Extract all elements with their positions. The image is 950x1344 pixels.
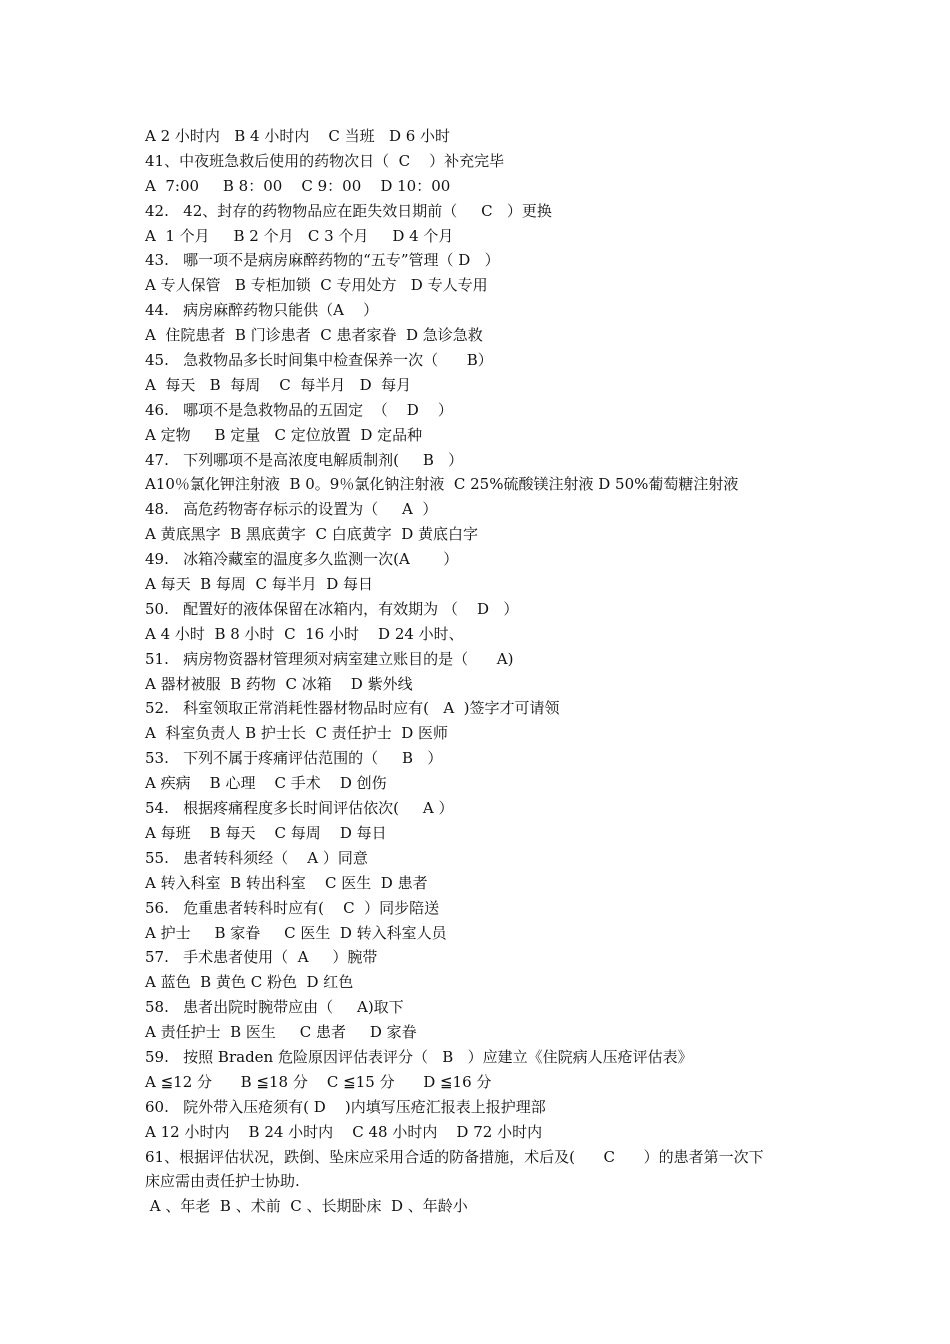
- text-line: 50. 配置好的液体保留在冰箱内，有效期为 （ D ）: [145, 599, 519, 618]
- text-line: 51. 病房物资器材管理须对病室建立账目的是（ A): [145, 649, 514, 668]
- text-line: 床应需由责任护士协助.: [145, 1172, 300, 1191]
- text-line: 58. 患者出院时腕带应由（ A)取下: [145, 998, 404, 1017]
- text-line: A 住院患者 B 门诊患者 C 患者家眷 D 急诊急救: [145, 326, 483, 345]
- text-line: 54. 根据疼痛程度多长时间评估依次( A ）: [145, 799, 454, 818]
- text-line: A 责任护士 B 医生 C 患者 D 家眷: [145, 1023, 417, 1042]
- text-line: 60. 院外带入压疮须有( D )内填写压疮汇报表上报护理部: [145, 1097, 546, 1116]
- text-line: 53. 下列不属于疼痛评估范围的（ B ）: [145, 749, 443, 768]
- text-line: 57. 手术患者使用（ A ）腕带: [145, 948, 378, 967]
- text-line: 46. 哪项不是急救物品的五固定 （ D ）: [145, 400, 453, 419]
- text-line: A 黄底黑字 B 黑底黄字 C 白底黄字 D 黄底白字: [145, 525, 479, 544]
- text-line: A 专人保管 B 专柜加锁 C 专用处方 D 专人专用: [145, 276, 488, 295]
- text-line: 43. 哪一项不是病房麻醉药物的“五专”管理（ D ）: [145, 251, 500, 270]
- text-line: A 12 小时内 B 24 小时内 C 48 小时内 D 72 小时内: [145, 1122, 543, 1141]
- text-line: 52. 科室领取正常消耗性器材物品时应有( A )签字才可请领: [145, 699, 560, 718]
- text-line: A 2 小时内 B 4 小时内 C 当班 D 6 小时: [145, 127, 451, 145]
- text-line: 56. 危重患者转科时应有( C ）同步陪送: [145, 898, 440, 917]
- text-line: A 转入科室 B 转出科室 C 医生 D 患者: [145, 873, 428, 892]
- text-line: 41、中夜班急救后使用的药物次日（ C ）补充完毕: [145, 151, 505, 170]
- text-line: 44. 病房麻醉药物只能供（A ）: [145, 301, 379, 320]
- text-line: A 定物 B 定量 C 定位放置 D 定品种: [145, 425, 423, 444]
- text-line: 55. 患者转科须经（ A ）同意: [145, 848, 368, 867]
- text-line: A 每天 B 每周 C 每半月 D 每日: [145, 575, 374, 594]
- text-line: 42. 42、封存的药物物品应在距失效日期前（ C ）更换: [145, 201, 552, 220]
- text-line: A 、年老 B 、术前 C 、长期卧床 D 、年龄小: [145, 1197, 468, 1216]
- text-line: A 器材被服 B 药物 C 冰箱 D 紫外线: [145, 674, 413, 693]
- text-line: A 每天 B 每周 C 每半月 D 每月: [145, 375, 412, 394]
- text-line: A 1 个月 B 2 个月 C 3 个月 D 4 个月: [145, 226, 454, 245]
- text-line: A 每班 B 每天 C 每周 D 每日: [145, 823, 387, 842]
- text-line: 47. 下列哪项不是高浓度电解质制剂( B ）: [145, 450, 464, 469]
- text-line: A 4 小时 B 8 小时 C 16 小时 D 24 小时、: [145, 624, 464, 643]
- text-line: A 疾病 B 心理 C 手术 D 创伤: [145, 774, 387, 793]
- text-line: A ≦12 分 B ≦18 分 C ≦15 分 D ≦16 分: [145, 1072, 492, 1091]
- text-line: 59. 按照 Braden 危险原因评估表评分（ B ）应建立《住院病人压疮评估表》: [145, 1047, 693, 1066]
- text-line: 49. 冰箱冷藏室的温度多久监测一次(A ）: [145, 550, 459, 569]
- text-line: A 7:00 B 8：00 C 9：00 D 10：00: [145, 176, 451, 195]
- text-line: 61、根据评估状况，跌倒、坠床应采用合适的防备措施，术后及( C ）的患者第一次下: [145, 1147, 764, 1166]
- text-line: 45. 急救物品多长时间集中检查保养一次（ B）: [145, 351, 493, 370]
- document-body: [145, 124, 815, 1219]
- text-line: A 护士 B 家眷 C 医生 D 转入科室人员: [145, 923, 447, 942]
- text-line: 48. 高危药物寄存标示的设置为（ A ）: [145, 500, 438, 519]
- text-line: A 科室负责人 B 护士长 C 责任护士 D 医师: [145, 724, 449, 743]
- text-line: A 蓝色 B 黄色 C 粉色 D 红色: [145, 973, 354, 992]
- text-line: A10％氯化钾注射液 B 0。9％氯化钠注射液 C 25%硫酸镁注射液 D 50%葡萄糖注射液: [145, 475, 739, 494]
